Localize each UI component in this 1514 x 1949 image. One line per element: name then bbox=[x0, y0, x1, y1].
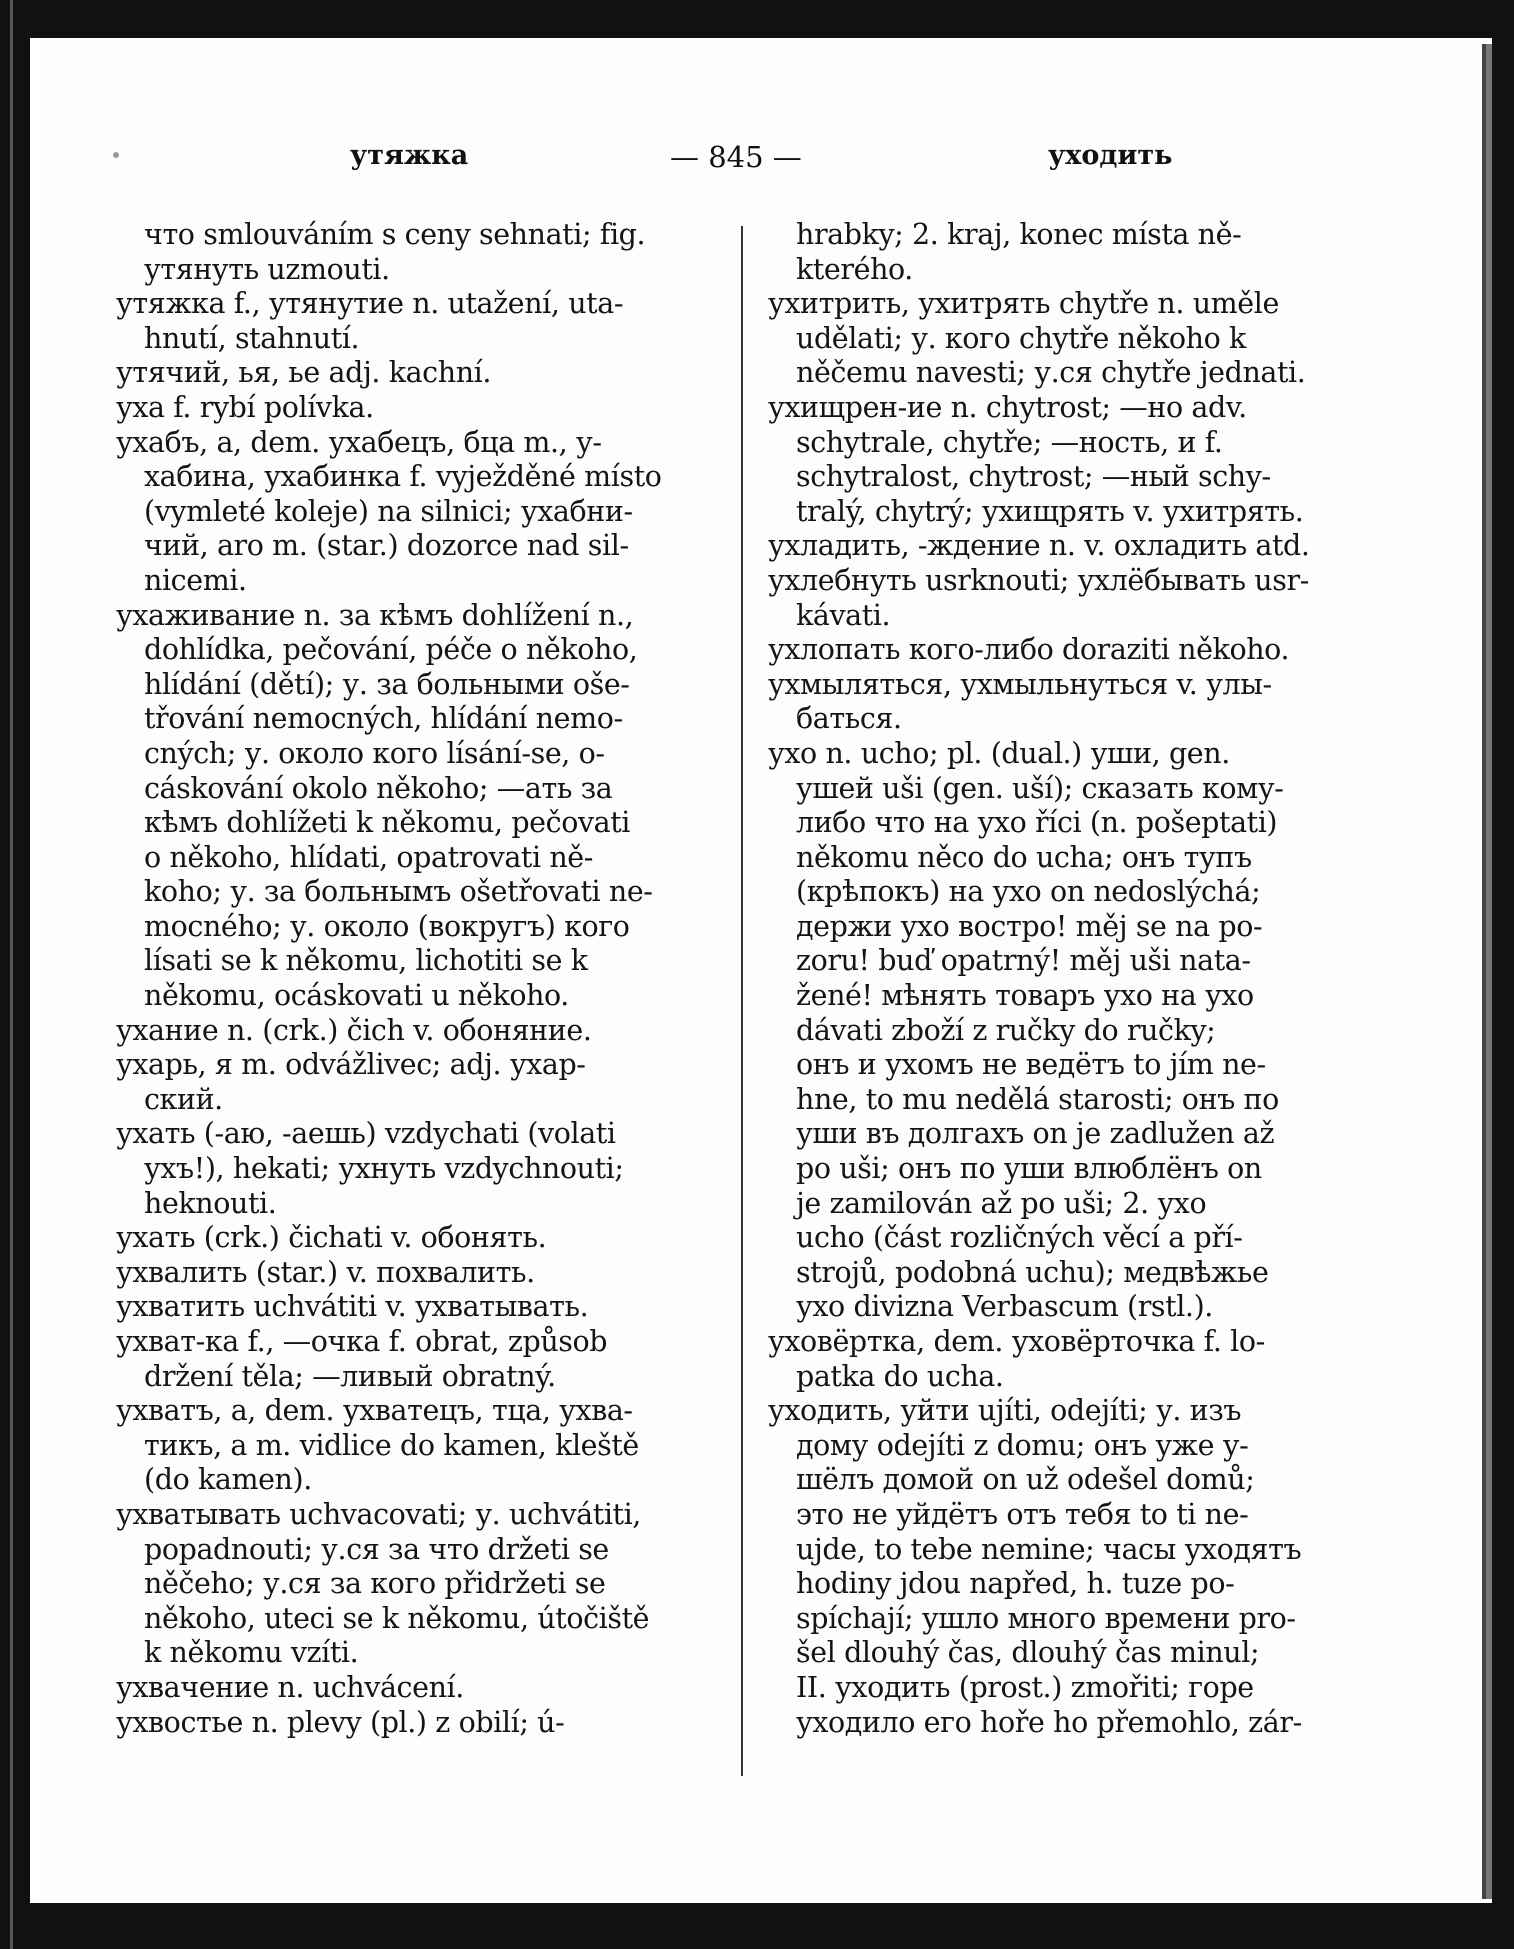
left-column bbox=[116, 218, 722, 1740]
text-line: někomu, ocáskovati u někoho. bbox=[144, 979, 569, 1013]
text-line: ухватъ, а, dem. ухватецъ, тца, ухва- bbox=[116, 1394, 633, 1428]
text-line: dohlídka, pečování, péče o někoho, bbox=[144, 633, 638, 667]
text-line: ухо divizna Verbascum (rstl.). bbox=[796, 1290, 1213, 1324]
text-line: mocného; у. около (вокругъ) кого bbox=[144, 909, 630, 943]
text-line: hrabky; 2. kraj, konec místa ně- bbox=[796, 218, 1242, 251]
right-column bbox=[768, 218, 1368, 1740]
text-line: hodiny jdou napřed, h. tuze po- bbox=[796, 1567, 1235, 1601]
text-line: (vymleté koleje) na silnici; ухабни- bbox=[144, 494, 633, 528]
text-line: что smlouváním s ceny sehnati; fig. bbox=[144, 218, 646, 251]
text-line: шёлъ домой on už odešel domů; bbox=[796, 1463, 1255, 1497]
text-line: уходило его hoře ho přemohlo, zár- bbox=[796, 1705, 1302, 1739]
text-line: ухать (-аю, -аешь) vzdychati (volati bbox=[116, 1117, 616, 1151]
text-line: либо что на ухо říci (n. pošeptati) bbox=[796, 806, 1278, 840]
text-line: ухлебнуть usrknouti; ухлёбывать usr- bbox=[768, 563, 1309, 597]
text-line: утянуть uzmouti. bbox=[144, 252, 390, 286]
text-line: nicemi. bbox=[144, 563, 247, 597]
text-line: дому odejíti z domu; онъ уже у- bbox=[796, 1428, 1249, 1462]
text-line: strojů, podobná uchu); медвѣжье bbox=[796, 1255, 1269, 1289]
text-line: ухарь, я m. odvážlivec; adj. ухар- bbox=[116, 1048, 586, 1082]
text-line: ухитрить, ухитрять chytře n. uměle bbox=[768, 287, 1279, 321]
text-line: ucho (část rozličných věcí a pří- bbox=[796, 1221, 1243, 1255]
text-line: k někomu vzíti. bbox=[144, 1636, 359, 1670]
text-line: II. уходить (prost.) zmořiti; горе bbox=[796, 1670, 1254, 1704]
text-line: ский. bbox=[144, 1082, 223, 1116]
text-line: ухватить uchvátiti v. ухватывать. bbox=[116, 1290, 589, 1324]
text-line: ухват-ка f., —очка f. obrat, způsob bbox=[116, 1325, 608, 1358]
scan-border-left-edge bbox=[10, 0, 13, 1949]
text-line: баться. bbox=[796, 702, 902, 736]
text-line: ухвостье n. plevy (pl.) z obilí; ú- bbox=[116, 1705, 565, 1739]
text-line: lísati se k někomu, lichotiti se k bbox=[144, 944, 588, 978]
text-line: ухищрен-ие n. chytrost; —но adv. bbox=[768, 390, 1247, 424]
text-line: spíchají; ушло много времени pro- bbox=[796, 1601, 1296, 1635]
text-line: (крѣпокъ) на ухо on nedoslýchá; bbox=[796, 875, 1261, 909]
text-line: ухладить, -ждение n. v. охладить atd. bbox=[768, 529, 1310, 563]
text-line: o někoho, hlídati, opatrovati ně- bbox=[144, 840, 594, 874]
text-line: udělati; у. кого chytře někoho k bbox=[796, 321, 1246, 355]
text-line: něčemu navesti; у.ся chytře jednati. bbox=[796, 356, 1306, 390]
text-line: уши въ долгахъ on je zadlužen až bbox=[796, 1117, 1275, 1151]
text-line: ухабъ, а, dem. ухабецъ, бца m., у- bbox=[116, 425, 602, 459]
text-line: утяжка f., утянутие n. utažení, uta- bbox=[116, 287, 624, 321]
text-line: ухо n. ucho; pl. (dual.) уши, gen. bbox=[768, 736, 1230, 770]
text-line: heknouti. bbox=[144, 1186, 277, 1220]
text-line: schytralost, chytrost; —ный schy- bbox=[796, 460, 1271, 494]
text-line: šel dlouhý čas, dlouhý čas minul; bbox=[796, 1636, 1260, 1670]
text-line: уховёртка, dem. уховёрточка f. lo- bbox=[768, 1325, 1265, 1358]
text-line: кѣмъ dohlížeti k někomu, pečovati bbox=[144, 806, 631, 840]
text-line: (do kamen). bbox=[144, 1463, 312, 1497]
text-line: popadnouti; у.ся за что držeti se bbox=[144, 1532, 609, 1566]
text-line: žené! мѣнять товаръ ухо на ухо bbox=[796, 979, 1254, 1013]
text-line: ухватывать uchvacovati; у. uchvátiti, bbox=[116, 1497, 641, 1531]
text-line: schytrale, chytře; —ность, и f. bbox=[796, 425, 1223, 459]
scan-border-bottom bbox=[0, 1903, 1514, 1949]
text-line: тикъ, а m. vidlice do kamen, kleště bbox=[144, 1428, 639, 1462]
text-line: ухаживание n. за кѣмъ dohlížení n., bbox=[116, 598, 634, 632]
text-line: уходить, уйти ujíti, odejíti; у. изъ bbox=[768, 1394, 1242, 1428]
column-divider bbox=[741, 226, 743, 1776]
text-line: třování nemocných, hlídání nemo- bbox=[144, 702, 623, 736]
text-line: ухъ!), hekati; ухнуть vzdychnouti; bbox=[144, 1152, 624, 1186]
text-line: чий, aro m. (star.) dozorce nad sil- bbox=[144, 529, 629, 563]
scan-border-top bbox=[0, 0, 1514, 38]
text-line: это не уйдётъ отъ тебя to ti ne- bbox=[796, 1497, 1249, 1531]
text-line: ушей uši (gen. uší); сказать кому- bbox=[796, 771, 1284, 805]
text-line: někoho, uteci se k někomu, útočiště bbox=[144, 1601, 650, 1635]
text-line: patka do ucha. bbox=[796, 1359, 1004, 1393]
header-right-guide-word: уходить bbox=[1048, 140, 1173, 171]
text-line: ухвалить (star.) v. похвалить. bbox=[116, 1255, 535, 1289]
text-line: koho; у. за больнымъ ošetřovati ne- bbox=[144, 875, 653, 909]
scan-border-right bbox=[1492, 0, 1514, 1949]
text-line: hne, to mu nedělá starosti; онъ по bbox=[796, 1082, 1279, 1116]
text-line: cáskování okolo někoho; —ать за bbox=[144, 771, 613, 805]
text-line: kterého. bbox=[796, 252, 913, 286]
page-edge-shadow bbox=[1486, 44, 1492, 1899]
text-line: уха f. rybí polívka. bbox=[116, 390, 374, 424]
text-line: ухвачение n. uchvácení. bbox=[116, 1670, 464, 1704]
text-line: ухать (crk.) čichati v. обонять. bbox=[116, 1221, 547, 1255]
text-line: hlídání (dětí); у. за больными oše- bbox=[144, 667, 630, 701]
text-line: je zamilován až po uši; 2. ухо bbox=[796, 1186, 1207, 1220]
text-line: ujde, to tebe nemine; часы уходятъ bbox=[796, 1532, 1302, 1566]
text-line: хабина, ухабинка f. vyježděné místo bbox=[144, 460, 662, 494]
text-line: držení těla; —ливый obratný. bbox=[144, 1359, 556, 1393]
text-line: онъ и ухомъ не ведётъ to jím ne- bbox=[796, 1048, 1266, 1082]
text-line: cných; у. около кого lísání-se, o- bbox=[144, 736, 605, 770]
text-line: ухмыляться, ухмыльнуться v. улы- bbox=[768, 667, 1272, 701]
text-line: kávati. bbox=[796, 598, 891, 632]
text-line: держи ухо востро! měj se na po- bbox=[796, 909, 1263, 943]
text-line: ухлопать кого-либо doraziti někoho. bbox=[768, 633, 1290, 667]
page-header bbox=[0, 140, 1514, 180]
text-line: hnutí, stahnutí. bbox=[144, 321, 360, 355]
text-line: po uši; онъ по уши влюблёнъ on bbox=[796, 1152, 1262, 1186]
text-line: tralý, chytrý; ухищрять v. ухитрять. bbox=[796, 494, 1304, 528]
text-line: něčeho; у.ся за кого přidržeti se bbox=[144, 1567, 606, 1601]
text-line: zoru! buď opatrný! měj uši nata- bbox=[796, 944, 1251, 978]
text-line: dávati zboží z ručky do ručky; bbox=[796, 1013, 1216, 1047]
text-line: ухание n. (crk.) čich v. обоняние. bbox=[116, 1013, 592, 1047]
page-number: — 845 — bbox=[670, 140, 802, 174]
header-left-guide-word: утяжка bbox=[350, 140, 469, 171]
text-line: někomu něco do ucha; онъ тупъ bbox=[796, 840, 1252, 874]
text-line: утячий, ья, ье adj. kachní. bbox=[116, 356, 492, 390]
scan-border-left bbox=[0, 0, 30, 1949]
